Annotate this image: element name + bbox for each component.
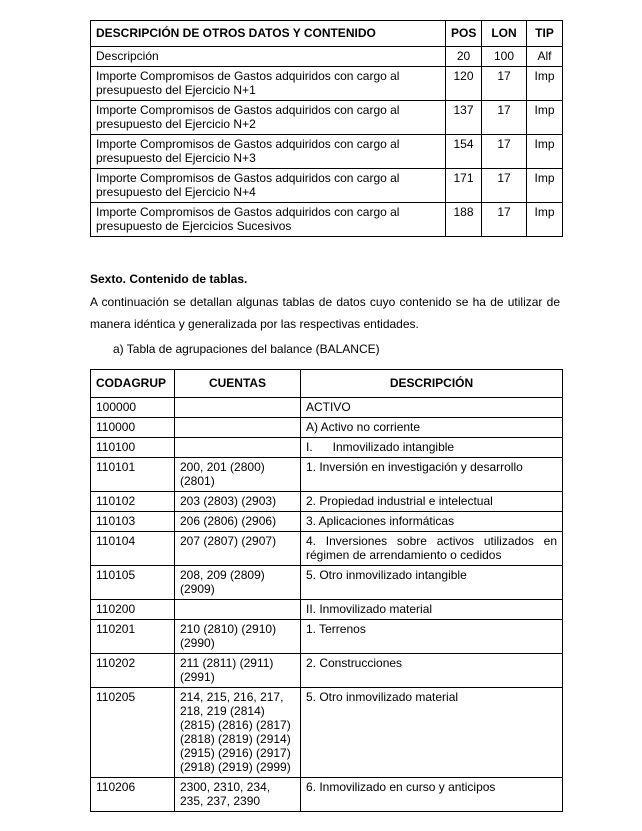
- table-row: [91, 600, 563, 620]
- pos-cell: 154: [446, 135, 482, 169]
- subsection-title: a) Tabla de agrupaciones del balance (BALANCE): [113, 342, 380, 356]
- tip-cell: Imp: [527, 169, 563, 203]
- pos-cell: 137: [446, 101, 482, 135]
- lon-cell: 17: [482, 135, 527, 169]
- codagrup-cell: 110102: [91, 492, 175, 512]
- cuentas-cell: 203 (2803) (2903): [175, 492, 301, 512]
- descripcion-cell: Importe Compromisos de Gastos adquiridos con cargo al presupuesto del Ejercicio N+2: [91, 101, 446, 135]
- cuentas-cell: 207 (2807) (2907): [175, 532, 301, 566]
- codagrup-cell: 110206: [91, 778, 175, 812]
- descripcion-cell: II. Inmovilizado material: [301, 600, 563, 620]
- table-row: [91, 532, 563, 566]
- table-row: [91, 492, 563, 512]
- codagrup-cell: 110104: [91, 532, 175, 566]
- tip-cell: Imp: [527, 101, 563, 135]
- section-paragraph: A continuación se detallan algunas tablas de datos cuyo contenido se ha de utilizar de manera idéntica y generalizada por las respectivas entidades.: [90, 295, 560, 331]
- descripcion-cell: Descripción: [91, 47, 446, 67]
- codagrup-cell: 110200: [91, 600, 175, 620]
- otros-datos-table: [90, 20, 563, 237]
- column-header: DESCRIPCIÓN DE OTROS DATOS Y CONTENIDO: [91, 21, 446, 47]
- descripcion-cell: 6. Inmovilizado en curso y anticipos: [301, 778, 563, 812]
- column-header: DESCRIPCIÓN: [301, 370, 563, 398]
- table-row: [91, 203, 563, 237]
- table-row: [91, 688, 563, 778]
- table-header-row: [91, 21, 563, 47]
- descripcion-cell: A) Activo no corriente: [301, 418, 563, 438]
- cuentas-cell: 208, 209 (2809) (2909): [175, 566, 301, 600]
- cuentas-cell: 214, 215, 216, 217, 218, 219 (2814) (2815) (2816) (2817) (2818) (2819) (2914) (2915) (2916) (2917) (2918) (2919) (2999): [175, 688, 301, 778]
- table-row: [91, 169, 563, 203]
- column-header: POS: [446, 21, 482, 47]
- table-row: [91, 620, 563, 654]
- table-row: [91, 101, 563, 135]
- column-header: TIP: [527, 21, 563, 47]
- descripcion-cell: Importe Compromisos de Gastos adquiridos con cargo al presupuesto del Ejercicio N+4: [91, 169, 446, 203]
- lon-cell: 100: [482, 47, 527, 67]
- cuentas-cell: 211 (2811) (2911) (2991): [175, 654, 301, 688]
- codagrup-cell: 110202: [91, 654, 175, 688]
- cuentas-cell: 210 (2810) (2910) (2990): [175, 620, 301, 654]
- column-header: CUENTAS: [175, 370, 301, 398]
- descripcion-cell: Importe Compromisos de Gastos adquiridos con cargo al presupuesto del Ejercicio N+3: [91, 135, 446, 169]
- tip-cell: Alf: [527, 47, 563, 67]
- descripcion-cell: ACTIVO: [301, 398, 563, 418]
- table-row: [91, 418, 563, 438]
- column-header: LON: [482, 21, 527, 47]
- descripcion-cell: 5. Otro inmovilizado material: [301, 688, 563, 778]
- table-row: [91, 135, 563, 169]
- descripcion-cell: 4. Inversiones sobre activos utilizados en régimen de arrendamiento o cedidos: [301, 532, 563, 566]
- pos-cell: 120: [446, 67, 482, 101]
- table-row: [91, 512, 563, 532]
- codagrup-cell: 100000: [91, 398, 175, 418]
- cuentas-cell: [175, 438, 301, 458]
- table-row: [91, 47, 563, 67]
- pos-cell: 20: [446, 47, 482, 67]
- tip-cell: Imp: [527, 135, 563, 169]
- descripcion-cell: 3. Aplicaciones informáticas: [301, 512, 563, 532]
- descripcion-cell: Importe Compromisos de Gastos adquiridos con cargo al presupuesto de Ejercicios Sucesivos: [91, 203, 446, 237]
- descripcion-cell: 5. Otro inmovilizado intangible: [301, 566, 563, 600]
- lon-cell: 17: [482, 101, 527, 135]
- table-row: [91, 67, 563, 101]
- codagrup-cell: 110103: [91, 512, 175, 532]
- codagrup-cell: 110205: [91, 688, 175, 778]
- descripcion-cell: 2. Propiedad industrial e intelectual: [301, 492, 563, 512]
- tip-cell: Imp: [527, 203, 563, 237]
- table-row: [91, 458, 563, 492]
- table-header-row: [91, 370, 563, 398]
- descripcion-cell: I. Inmovilizado intangible: [301, 438, 563, 458]
- table-row: [91, 654, 563, 688]
- column-header: CODAGRUP: [91, 370, 175, 398]
- cuentas-cell: [175, 600, 301, 620]
- codagrup-cell: 110000: [91, 418, 175, 438]
- table-row: [91, 566, 563, 600]
- cuentas-cell: [175, 398, 301, 418]
- balance-table: [90, 369, 563, 812]
- table-row: [91, 778, 563, 812]
- lon-cell: 17: [482, 67, 527, 101]
- cuentas-cell: [175, 418, 301, 438]
- descripcion-cell: 1. Terrenos: [301, 620, 563, 654]
- table-row: [91, 438, 563, 458]
- cuentas-cell: 2300, 2310, 234, 235, 237, 2390: [175, 778, 301, 812]
- cuentas-cell: 200, 201 (2800) (2801): [175, 458, 301, 492]
- cuentas-cell: 206 (2806) (2906): [175, 512, 301, 532]
- codagrup-cell: 110100: [91, 438, 175, 458]
- pos-cell: 188: [446, 203, 482, 237]
- lon-cell: 17: [482, 169, 527, 203]
- descripcion-cell: 1. Inversión en investigación y desarrollo: [301, 458, 563, 492]
- lon-cell: 17: [482, 203, 527, 237]
- codagrup-cell: 110201: [91, 620, 175, 654]
- descripcion-cell: Importe Compromisos de Gastos adquiridos con cargo al presupuesto del Ejercicio N+1: [91, 67, 446, 101]
- codagrup-cell: 110105: [91, 566, 175, 600]
- section-heading: Sexto. Contenido de tablas.: [90, 272, 248, 286]
- table-row: [91, 398, 563, 418]
- descripcion-cell: 2. Construcciones: [301, 654, 563, 688]
- pos-cell: 171: [446, 169, 482, 203]
- codagrup-cell: 110101: [91, 458, 175, 492]
- tip-cell: Imp: [527, 67, 563, 101]
